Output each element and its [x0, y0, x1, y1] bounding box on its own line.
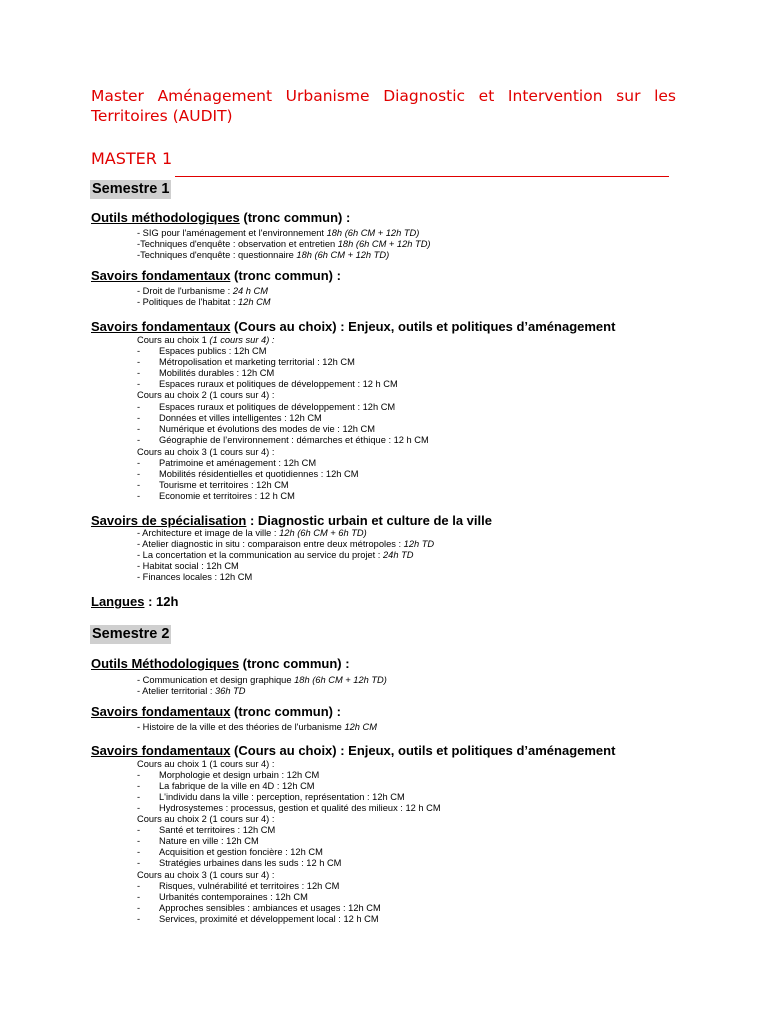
list-item: - Economie et territoires : 12 h CM	[137, 491, 295, 501]
list-item: - Tourisme et territoires : 12h CM	[137, 480, 289, 490]
s2-choix-group-heading	[137, 870, 274, 881]
s1-spec-heading	[91, 513, 492, 529]
list-item: - Métropolisation et marketing territorial : 12h CM	[137, 357, 355, 367]
s1-spec-item	[137, 550, 413, 561]
langues-hours: : 12h	[144, 594, 179, 609]
s2-choix-title: Savoirs fondamentaux	[91, 743, 231, 758]
item-text: - Communication et design graphique	[137, 675, 295, 685]
s1-outils-item	[137, 250, 389, 261]
s1-spec-suffix: : Diagnostic urbain et culture de la ville	[246, 513, 492, 528]
s1-savoirs-title: Savoirs fondamentaux	[91, 268, 231, 283]
list-item: - Santé et territoires : 12h CM	[137, 825, 276, 835]
list-item: - Approches sensibles : ambiances et usages : 12h CM	[137, 903, 381, 913]
item-text: - SIG pour l'aménagement et l'environnement	[137, 228, 327, 238]
item-text: - Histoire de la ville et des théories de l'urbanisme	[137, 722, 345, 732]
item-text: Données et villes intelligentes : 12h CM	[159, 413, 322, 423]
item-text: Espaces ruraux et politiques de développement : 12h CM	[159, 402, 396, 412]
list-item: - Espaces ruraux et politiques de développement : 12h CM	[137, 402, 396, 412]
item-hours: 12h CM	[344, 722, 377, 732]
s1-spec-item	[137, 561, 239, 572]
s1-spec-title: Savoirs de spécialisation	[91, 513, 247, 528]
s1-choix-group-heading	[137, 390, 274, 401]
group-title: Cours au choix 3 (1 cours sur 4) :	[137, 870, 275, 880]
item-text: -Techniques d'enquête : questionnaire	[137, 250, 297, 260]
list-item: - Services, proximité et développement local : 12 h CM	[137, 914, 379, 924]
semester-2-heading: Semestre 2	[92, 626, 170, 642]
item-text: Espaces publics : 12h CM	[159, 346, 267, 356]
item-hours: 12h CM	[238, 297, 271, 307]
item-text: - Atelier diagnostic in situ : comparaison entre deux métropoles :	[137, 539, 404, 549]
item-hours: 36h TD	[215, 686, 246, 696]
item-text: - Droit de l'urbanisme :	[137, 286, 233, 296]
s1-savoirs-item	[137, 286, 268, 297]
list-item: - Numérique et évolutions des modes de vie : 12h CM	[137, 424, 376, 434]
s1-choix-group-heading	[137, 447, 274, 458]
item-hours: 24h TD	[382, 550, 414, 560]
title-line-1: Master Aménagement Urbanisme Diagnostic et Intervention sur les	[91, 87, 676, 105]
list-item: - Espaces ruraux et politiques de développement : 12 h CM	[137, 379, 398, 389]
s2-outils-item	[137, 675, 387, 686]
item-hours: 18h (6h CM + 12h TD)	[326, 228, 420, 238]
item-text: Acquisition et gestion foncière : 12h CM	[159, 847, 323, 857]
s2-choix-heading	[91, 743, 615, 759]
s1-savoirs-suffix: (tronc commun) :	[230, 268, 341, 283]
list-item: - Géographie de l’environnement : démarches et éthique : 12 h CM	[137, 435, 429, 445]
item-text: - La concertation et la communication au service du projet :	[137, 550, 383, 560]
item-text: - Atelier territorial :	[137, 686, 216, 696]
item-hours: 18h (6h CM + 12h TD)	[294, 675, 387, 685]
s2-choix-group-heading	[137, 814, 274, 825]
list-item: - Stratégies urbaines dans les suds : 12 h CM	[137, 858, 342, 868]
s1-outils-item	[137, 228, 419, 239]
semester-1-heading: Semestre 1	[92, 181, 170, 197]
group-title: Cours au choix 1 (1 cours sur 4) :	[137, 759, 275, 769]
item-text: - Architecture et image de la ville :	[137, 528, 280, 538]
s2-savoirs-item	[137, 722, 377, 733]
item-text: - Finances locales : 12h CM	[137, 572, 253, 582]
s2-outils-heading	[91, 656, 350, 672]
group-title: Cours au choix 3 (1 cours sur 4) :	[137, 447, 275, 457]
group-note: (1 cours sur 4) :	[209, 335, 275, 345]
s2-outils-title: Outils Méthodologiques	[91, 656, 240, 671]
s1-choix-group-heading	[137, 335, 274, 346]
item-hours: 18h (6h CM + 12h TD)	[296, 250, 390, 260]
item-text: -Techniques d'enquête : observation et entretien	[137, 239, 338, 249]
item-text: Economie et territoires : 12 h CM	[159, 491, 295, 501]
item-hours: 18h (6h CM + 12h TD)	[337, 239, 431, 249]
s1-langues-heading	[91, 594, 178, 610]
item-text: Services, proximité et développement local : 12 h CM	[159, 914, 379, 924]
item-hours: 12h (6h CM + 6h TD)	[279, 528, 367, 538]
s2-outils-item	[137, 686, 246, 697]
s2-outils-suffix: (tronc commun) :	[239, 656, 350, 671]
item-hours: 12h TD	[403, 539, 435, 549]
list-item: - Mobilités durables : 12h CM	[137, 368, 275, 378]
s2-choix-group-heading	[137, 759, 274, 770]
list-item: - Urbanités contemporaines : 12h CM	[137, 892, 308, 902]
list-item: - Morphologie et design urbain : 12h CM	[137, 770, 320, 780]
group-title: Cours au choix 2 (1 cours sur 4) :	[137, 390, 275, 400]
s1-outils-item	[137, 239, 431, 250]
item-text: Métropolisation et marketing territorial : 12h CM	[159, 357, 355, 367]
item-text: Stratégies urbaines dans les suds : 12 h CM	[159, 858, 342, 868]
list-item: - Acquisition et gestion foncière : 12h CM	[137, 847, 323, 857]
group-title: Cours au choix 2 (1 cours sur 4) :	[137, 814, 275, 824]
s1-spec-item	[137, 528, 367, 539]
item-text: Patrimoine et aménagement : 12h CM	[159, 458, 317, 468]
item-text: Mobilités résidentielles et quotidiennes : 12h CM	[159, 469, 359, 479]
item-text: La fabrique de la ville en 4D : 12h CM	[159, 781, 315, 791]
group-title: Cours au choix 1	[137, 335, 210, 345]
item-text: Tourisme et territoires : 12h CM	[159, 480, 289, 490]
s1-choix-title: Savoirs fondamentaux	[91, 319, 231, 334]
item-text: Morphologie et design urbain : 12h CM	[159, 770, 320, 780]
s1-savoirs-heading	[91, 268, 341, 284]
item-text: Mobilités durables : 12h CM	[159, 368, 275, 378]
item-text: Numérique et évolutions des modes de vie : 12h CM	[159, 424, 376, 434]
item-text: L'individu dans la ville : perception, représentation : 12h CM	[159, 792, 405, 802]
item-text: Nature en ville : 12h CM	[159, 836, 259, 846]
list-item: - L'individu dans la ville : perception, représentation : 12h CM	[137, 792, 405, 802]
item-text: Santé et territoires : 12h CM	[159, 825, 276, 835]
s1-spec-item	[137, 572, 252, 583]
item-text: Urbanités contemporaines : 12h CM	[159, 892, 308, 902]
list-item: - La fabrique de la ville en 4D : 12h CM	[137, 781, 315, 791]
item-text: Espaces ruraux et politiques de développement : 12 h CM	[159, 379, 398, 389]
s1-choix-heading	[91, 319, 615, 335]
item-hours: 24 h CM	[232, 286, 268, 296]
list-item: - Patrimoine et aménagement : 12h CM	[137, 458, 317, 468]
document-title	[91, 86, 676, 126]
s1-outils-heading	[91, 210, 350, 226]
s2-savoirs-title: Savoirs fondamentaux	[91, 704, 231, 719]
master-heading: MASTER 1	[91, 149, 173, 168]
s1-spec-item	[137, 539, 434, 550]
list-item: - Nature en ville : 12h CM	[137, 836, 259, 846]
s1-outils-title: Outils méthodologiques	[91, 210, 240, 225]
s2-savoirs-heading	[91, 704, 341, 720]
s1-outils-suffix: (tronc commun) :	[239, 210, 351, 225]
item-text: - Habitat social : 12h CM	[137, 561, 239, 571]
title-line-2: Territoires (AUDIT)	[91, 107, 233, 125]
list-item: - Risques, vulnérabilité et territoires : 12h CM	[137, 881, 340, 891]
list-item: - Mobilités résidentielles et quotidiennes : 12h CM	[137, 469, 359, 479]
red-rule	[175, 176, 669, 177]
langues-title: Langues	[91, 594, 145, 609]
s1-savoirs-item	[137, 297, 271, 308]
s2-savoirs-suffix: (tronc commun) :	[230, 704, 341, 719]
item-text: Géographie de l’environnement : démarches et éthique : 12 h CM	[159, 435, 429, 445]
item-text: - Politiques de l'habitat :	[137, 297, 238, 307]
list-item: - Espaces publics : 12h CM	[137, 346, 267, 356]
item-text: Risques, vulnérabilité et territoires : 12h CM	[159, 881, 340, 891]
list-item: - Données et villes intelligentes : 12h CM	[137, 413, 322, 423]
list-item: - Hydrosystemes : processus, gestion et qualité des milieux : 12 h CM	[137, 803, 441, 813]
s1-choix-suffix: (Cours au choix) : Enjeux, outils et politiques d’aménagement	[230, 319, 616, 334]
item-text: Approches sensibles : ambiances et usages : 12h CM	[159, 903, 381, 913]
item-text: Hydrosystemes : processus, gestion et qualité des milieux : 12 h CM	[159, 803, 441, 813]
s2-choix-suffix: (Cours au choix) : Enjeux, outils et politiques d’aménagement	[230, 743, 616, 758]
